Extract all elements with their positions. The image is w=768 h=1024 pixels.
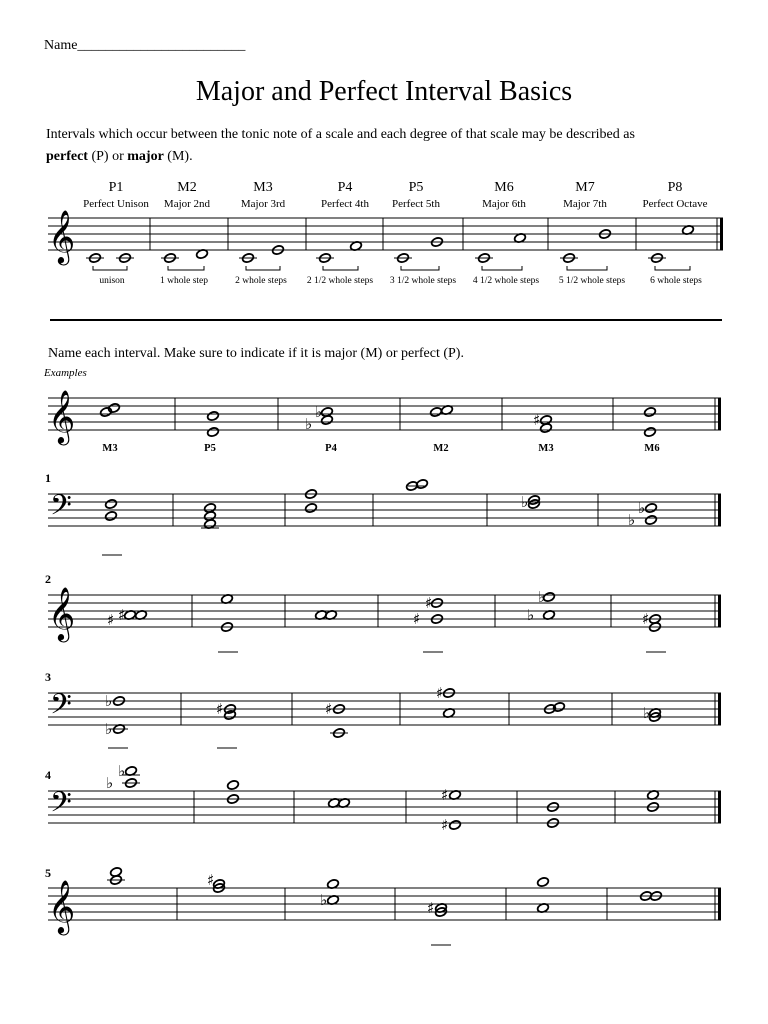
step-label: 2 1/2 whole steps	[306, 276, 374, 286]
example-answer: M3	[102, 443, 118, 454]
step-label: 6 whole steps	[650, 276, 702, 286]
whole-note	[207, 427, 220, 438]
exercise-number: 5	[45, 866, 51, 880]
step-bracket	[323, 266, 358, 270]
whole-note	[645, 515, 658, 526]
interval-name: Perfect Unison	[83, 198, 149, 210]
major-abbrev: (M).	[163, 149, 193, 164]
whole-note	[105, 511, 118, 522]
sharp-icon: ♯	[413, 610, 421, 628]
interval-name: Major 3rd	[240, 198, 286, 210]
flat-icon: ♭	[628, 511, 636, 529]
whole-note	[105, 499, 118, 510]
flat-icon: ♭	[105, 692, 113, 710]
exercise-number: 3	[45, 670, 51, 684]
sharp-icon: ♯	[427, 899, 435, 917]
whole-note	[108, 403, 121, 414]
step-label: 5 1/2 whole steps	[558, 276, 626, 286]
step-label: unison	[99, 276, 125, 286]
whole-note	[430, 407, 443, 418]
instruction-text: Name each interval. Make sure to indicate if it is major (M) or perfect (P).	[48, 346, 464, 361]
exercise-number: 2	[45, 572, 51, 586]
step-bracket	[567, 266, 607, 270]
example-answer: M3	[538, 443, 554, 454]
sharp-icon: ♯	[441, 816, 449, 834]
whole-note	[305, 503, 318, 514]
whole-note	[645, 503, 658, 514]
whole-note	[416, 479, 429, 490]
whole-note	[553, 702, 566, 713]
whole-note	[227, 780, 240, 791]
treble-clef-icon: 𝄞	[48, 389, 76, 443]
whole-note	[644, 407, 657, 418]
flat-icon: ♭	[638, 499, 646, 517]
whole-note	[537, 877, 550, 888]
interval-code: M7	[575, 180, 595, 195]
interval-code: P8	[667, 180, 683, 195]
whole-note	[540, 423, 553, 434]
sharp-icon: ♯	[425, 594, 433, 612]
sharp-icon: ♯	[533, 411, 541, 429]
interval-code: P5	[408, 180, 424, 195]
flat-icon: ♭	[315, 403, 323, 421]
interval-name: Major 7th	[563, 198, 607, 210]
step-label: 1 whole step	[159, 276, 209, 286]
examples-label: Examples	[44, 367, 87, 379]
example-answer: P5	[204, 443, 216, 454]
intro-line: Intervals which occur between the tonic note of a scale and each degree of that scale may be described as	[46, 127, 635, 142]
interval-code: P1	[108, 180, 124, 195]
bass-clef-icon: 𝄢	[50, 489, 72, 529]
bass-clef-icon: 𝄢	[50, 688, 72, 728]
final-barline	[718, 791, 721, 823]
example-answer: P4	[325, 443, 337, 454]
treble-clef-icon: 𝄞	[48, 209, 76, 263]
sharp-icon: ♯	[642, 610, 650, 628]
major-word: major	[127, 149, 164, 164]
interval-name: Perfect 5th	[392, 198, 440, 210]
final-barline	[718, 888, 721, 920]
flat-icon: ♭	[118, 762, 126, 780]
whole-note	[207, 411, 220, 422]
sharp-icon: ♯	[118, 606, 126, 624]
final-barline	[718, 595, 721, 627]
final-barline	[718, 494, 721, 526]
interval-name: Perfect 4th	[321, 198, 369, 210]
step-bracket	[246, 266, 280, 270]
interval-name: Perfect Octave	[642, 198, 708, 210]
exercise-number: 4	[45, 768, 51, 782]
flat-icon: ♭	[521, 493, 529, 511]
flat-icon: ♭	[320, 891, 328, 909]
step-bracket	[482, 266, 522, 270]
step-label: 4 1/2 whole steps	[472, 276, 540, 286]
step-bracket	[93, 266, 127, 270]
step-bracket	[401, 266, 439, 270]
interval-name: Major 2nd	[163, 198, 211, 210]
final-barline	[720, 218, 723, 250]
interval-name: Major 6th	[482, 198, 526, 210]
sharp-icon: ♯	[436, 684, 444, 702]
bass-clef-icon: 𝄢	[50, 786, 72, 826]
perfect-abbrev: (P) or	[87, 149, 128, 164]
whole-note	[321, 415, 334, 426]
sharp-icon: ♯	[441, 786, 449, 804]
sharp-icon: ♯	[107, 611, 115, 629]
perfect-word: perfect	[46, 149, 88, 164]
treble-clef-icon: 𝄞	[48, 586, 76, 640]
step-label: 3 1/2 whole steps	[389, 276, 457, 286]
whole-note	[449, 820, 462, 831]
step-bracket	[168, 266, 204, 270]
flat-icon: ♭	[305, 415, 313, 433]
page-title: Major and Perfect Interval Basics	[195, 76, 573, 107]
flat-icon: ♭	[105, 720, 113, 738]
interval-code: M3	[253, 180, 273, 195]
example-answer: M6	[644, 443, 660, 454]
exercise-number: 1	[45, 471, 51, 485]
whole-note	[644, 427, 657, 438]
final-barline	[718, 693, 721, 725]
example-answer: M2	[433, 443, 449, 454]
sharp-icon: ♯	[216, 700, 224, 718]
treble-clef-icon: 𝄞	[48, 879, 76, 933]
sharp-icon: ♯	[325, 700, 333, 718]
flat-icon: ♭	[643, 704, 651, 722]
interval-code: M2	[177, 180, 197, 195]
flat-icon: ♭	[538, 588, 546, 606]
interval-code: P4	[337, 180, 353, 195]
flat-icon: ♭	[106, 774, 114, 792]
sharp-icon: ♯	[207, 871, 215, 889]
interval-code: M6	[494, 180, 514, 195]
step-label: 2 whole steps	[235, 276, 287, 286]
final-barline	[718, 398, 721, 430]
step-bracket	[655, 266, 690, 270]
flat-icon: ♭	[527, 606, 535, 624]
name-field[interactable]: Name________________________	[44, 38, 246, 53]
